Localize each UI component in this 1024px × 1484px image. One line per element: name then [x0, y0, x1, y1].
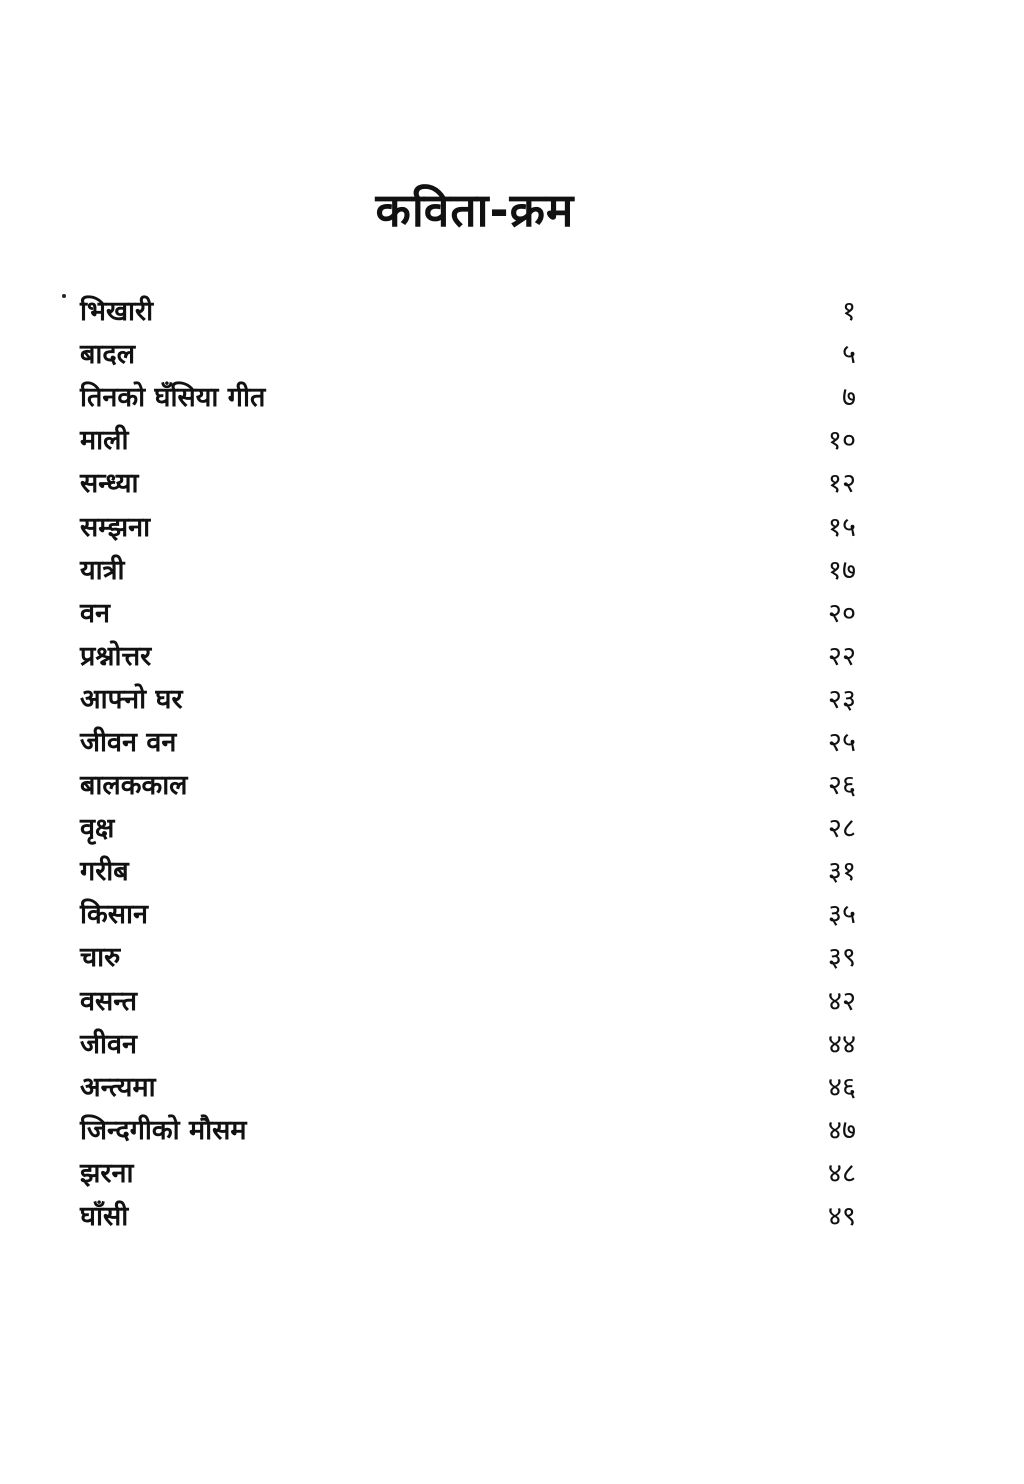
poem-title: बालककाल: [80, 770, 188, 802]
toc-entry: [80, 978, 856, 1021]
page-number: ३१: [827, 856, 856, 888]
page-number: ३५: [827, 899, 856, 931]
poem-title: घाँसी: [80, 1201, 129, 1233]
toc-entry: [80, 719, 856, 762]
poem-title: अन्त्यमा: [80, 1071, 156, 1103]
toc-entry: [80, 288, 856, 331]
page-number: ७: [841, 382, 856, 414]
page-number: १०: [827, 425, 856, 457]
toc-entry: [80, 417, 856, 460]
toc-entry: [80, 891, 856, 934]
page-number: १७: [827, 554, 856, 586]
page-number: ४६: [827, 1071, 856, 1103]
poem-title: तिनको घँसिया गीत: [80, 382, 266, 414]
poem-title: चारु: [80, 942, 121, 974]
poem-title: झरना: [80, 1157, 134, 1189]
poem-title: सन्ध्या: [80, 468, 139, 500]
page-number: २३: [827, 683, 856, 715]
page-number: १५: [827, 511, 856, 543]
toc-entry: [80, 633, 856, 676]
toc-entry: [80, 590, 856, 633]
toc-entry: [80, 1064, 856, 1107]
poem-title: भिखारी: [80, 296, 154, 328]
poem-title: गरीब: [80, 856, 129, 888]
page-title: कविता-क्रम: [375, 183, 575, 237]
page-number: ३९: [827, 942, 856, 974]
toc-entry: [80, 762, 856, 805]
poem-title: सम्झना: [80, 511, 151, 543]
page-number: १२: [827, 468, 856, 500]
page-number: ४८: [827, 1157, 856, 1189]
poem-title: जिन्दगीको मौसम: [80, 1114, 247, 1146]
toc-entry: [80, 374, 856, 417]
poem-title: माली: [80, 425, 129, 457]
page-number: १: [841, 296, 856, 328]
page-number: ४२: [827, 985, 856, 1017]
page-number: ४७: [827, 1114, 856, 1146]
poem-title: यात्री: [80, 554, 125, 586]
page-number: २२: [827, 640, 856, 672]
page-number: २०: [827, 597, 856, 629]
toc-entry: [80, 934, 856, 977]
poem-title: प्रश्नोत्तर: [80, 640, 152, 672]
page-number: २६: [827, 770, 856, 802]
ink-dot: [62, 294, 66, 298]
poem-title: वन: [80, 597, 110, 629]
page-number: ४९: [827, 1201, 856, 1233]
toc-entry: [80, 1107, 856, 1150]
toc-entry: [80, 1150, 856, 1193]
toc-entry: [80, 547, 856, 590]
poem-title: बादल: [80, 339, 136, 371]
toc-entry: [80, 848, 856, 891]
poem-title: जीवन वन: [80, 726, 177, 758]
toc-entry: [80, 331, 856, 374]
toc-entry: [80, 805, 856, 848]
page-number: ५: [841, 339, 856, 371]
poem-title: वसन्त: [80, 985, 137, 1017]
toc-entry: [80, 676, 856, 719]
toc-entry: [80, 1193, 856, 1236]
toc-entry: [80, 503, 856, 546]
poem-title: जीवन: [80, 1028, 138, 1060]
toc-entry: [80, 460, 856, 503]
page-number: ४४: [827, 1028, 856, 1060]
poem-title: वृक्ष: [80, 813, 115, 845]
page-number: २५: [827, 726, 856, 758]
toc-entry: [80, 1021, 856, 1064]
poem-title: किसान: [80, 899, 148, 931]
table-of-contents: [80, 288, 856, 1236]
poem-title: आफ्नो घर: [80, 683, 183, 715]
page-number: २८: [827, 813, 856, 845]
